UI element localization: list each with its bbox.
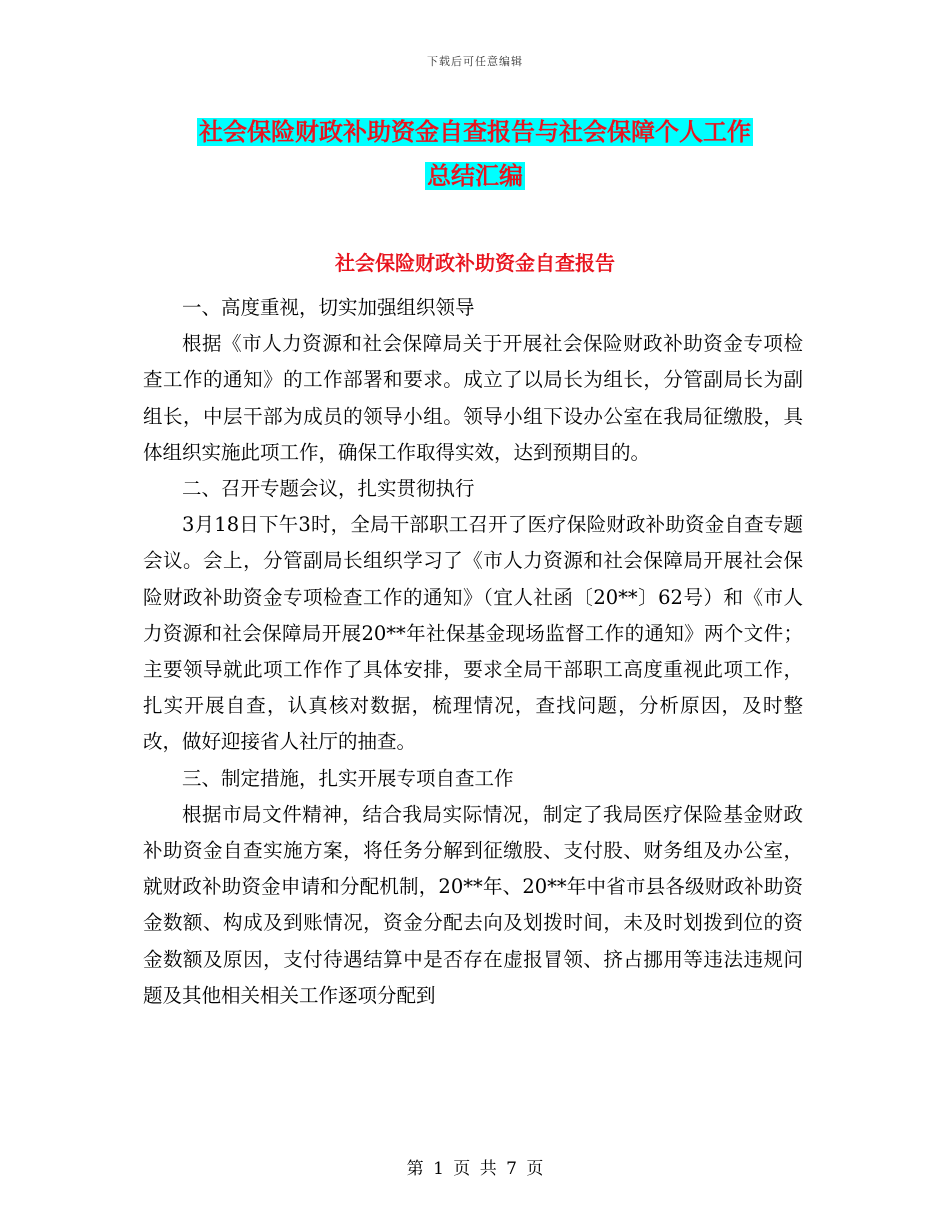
document-title-line-2: 总结汇编 — [427, 162, 523, 190]
heading-paragraph-1: 一、高度重视，切实加强组织领导 — [182, 296, 475, 319]
document-body — [143, 290, 803, 1014]
heading-paragraph-2: 二、召开专题会议，扎实贯彻执行 — [182, 477, 475, 501]
page-header: 下载后可任意编辑 — [427, 55, 523, 68]
document-title — [0, 110, 950, 198]
document-title-line-1: 社会保险财政补助资金自查报告与社会保障个人工作 — [199, 118, 751, 146]
body-paragraph-1: 根据《市人力资源和社会保障局关于开展社会保险财政补助资金专项检查工作的通知》的工作部署和要求。成立了以局长为组长，分管副局长为副组长，中层干部为成员的领导小组。领导小组下设办公室在我局征缴股，具体组织实施此项工作，确保工作取得实效，达到预期目的。 — [143, 332, 803, 464]
body-paragraph-3: 根据市局文件精神，结合我局实际情况，制定了我局医疗保险基金财政补助资金自查实施方案，将任务分解到征缴股、支付股、财务组及办公室，就财政补助资金申请和分配机制，20**年、20**年中省市县各级财政补助资金数额、构成及到账情况，资金分配去向及划拨时间，未及时划拨到位的资金数额及原因，支付待遇结算中是否存在虚报冒领、挤占挪用等违法违规问题及其他相关相关工作逐项分配到 — [143, 802, 803, 1007]
heading-paragraph-3: 三、制定措施，扎实开展专项自查工作 — [182, 766, 514, 790]
page-footer: 第 1 页 共 7 页 — [406, 1159, 544, 1179]
section-title: 社会保险财政补助资金自查报告 — [335, 251, 615, 275]
body-paragraph-2: 3月18日下午3时，全局干部职工召开了医疗保险财政补助资金自查专题会议。会上，分管副局长组织学习了《市人力资源和社会保障局开展社会保险财政补助资金专项检查工作的通知》（宜人社函〔20**〕62号）和《市人力资源和社会保障局开展20**年社保基金现场监督工作的通知》两个文件；主要领导就此项工作作了具体安排，要求全局干部职工高度重视此项工作，扎实开展自查，认真核对数据，梳理情况，查找问题，分析原因，及时整改，做好迎接省人社厅的抽查。 — [143, 513, 803, 754]
